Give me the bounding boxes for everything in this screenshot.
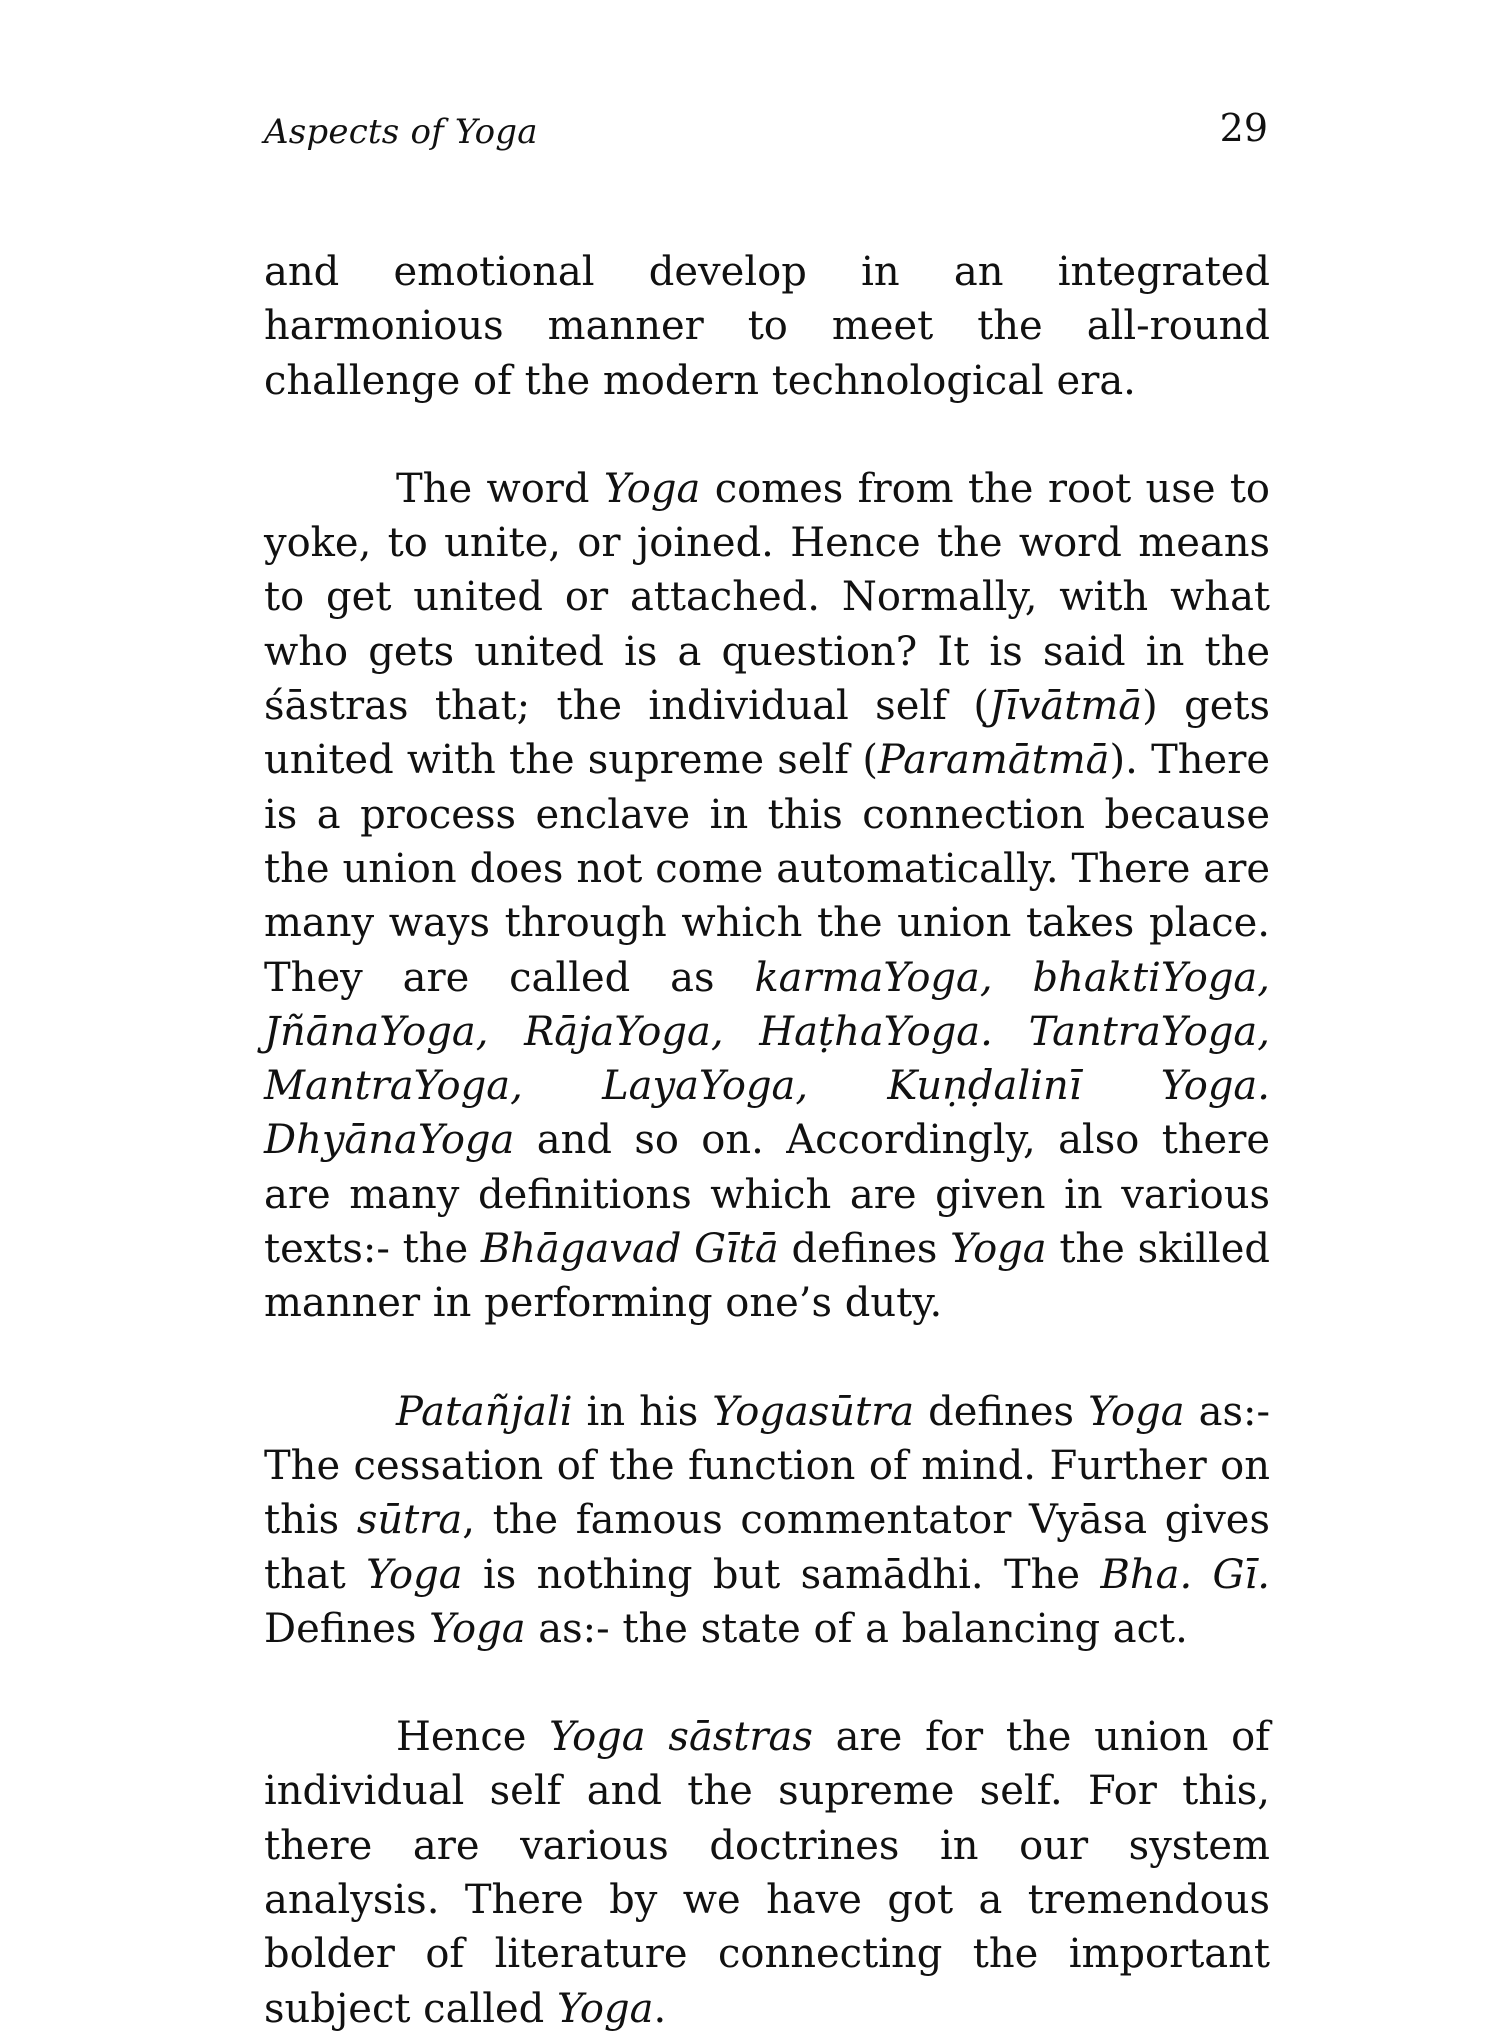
italic-term: karmaYoga, bhaktiYoga, JñānaYoga, RājaYoga, HaṭhaYoga. TantraYoga, MantraYoga, LayaYoga, Kuṇḍalinī Yoga. DhyānaYoga — [264, 954, 1270, 1164]
paragraph-text: Defines — [264, 1605, 430, 1652]
italic-term: Yoga — [429, 1605, 526, 1652]
paragraph-text: Hence — [396, 1714, 550, 1761]
paragraph-text: defines — [914, 1388, 1089, 1435]
italic-term: Yoga — [366, 1551, 463, 1598]
italic-term: Paramātmā — [877, 737, 1110, 784]
paragraph-text: ). There is a process enclave in this connection because the union does not come automatically. There are many ways through which the union takes place. They are called as — [264, 737, 1270, 1001]
running-title: Aspects of Yoga — [264, 112, 538, 152]
paragraph-text: and emotional develop in an integrated harmonious manner to meet the all-round challenge of the modern technological era. — [264, 249, 1270, 404]
italic-term: Yoga — [557, 1985, 654, 2032]
paragraph-text: is nothing but samādhi. The — [462, 1551, 1101, 1598]
paragraph-text: in his — [572, 1388, 713, 1435]
italic-term: Bha. Gī. — [1100, 1551, 1271, 1598]
paragraph-meaning-of-yoga — [264, 462, 1270, 1331]
paragraph-text: as:- The cessation of the function of mind. Further on this — [264, 1388, 1270, 1544]
italic-term: Yoga sāstras — [549, 1714, 813, 1761]
paragraph-yoga-sastras — [264, 1710, 1270, 2036]
paragraph-continuation — [264, 245, 1270, 408]
italic-term: Bhāgavad Gītā — [480, 1226, 779, 1273]
italic-term: Yoga — [1088, 1388, 1185, 1435]
paragraph-text: the skilled manner in performing one’s duty. — [264, 1226, 1270, 1327]
paragraph-text: and so on. Accordingly, also there are many definitions which are given in various texts:- the — [264, 1117, 1270, 1273]
italic-term: Yoga — [950, 1226, 1047, 1273]
italic-term: Yogasūtra — [712, 1388, 915, 1435]
paragraph-text: as:- the state of a balancing act. — [525, 1605, 1188, 1652]
paragraph-text: The word — [396, 465, 604, 512]
italic-term: Patañjali — [396, 1388, 573, 1435]
italic-term: sūtra — [356, 1497, 463, 1544]
paragraph-text: ) gets united with the supreme self ( — [264, 683, 1270, 784]
body-text — [264, 245, 1270, 2036]
paragraph-patanjali-definition — [264, 1385, 1270, 1656]
paragraph-text: defines — [778, 1226, 951, 1273]
page-number: 29 — [1219, 106, 1268, 150]
paragraph-text: . — [653, 1985, 667, 2032]
paragraph-text: comes from the root use to yoke, to unite, or joined. Hence the word means to get united or attached. Normally, with what who gets united is a question? It is said in the śāstras that; the individual self ( — [264, 465, 1270, 730]
paragraph-text: , the famous commentator Vyāsa gives that — [264, 1497, 1270, 1598]
italic-term: Jīvātmā — [988, 683, 1143, 730]
paragraph-text: are for the union of individual self and the supreme self. For this, there are various doctrines in our system analysis. There by we have got a tremendous bolder of literature connecting the important subject called — [264, 1714, 1270, 2032]
italic-term: Yoga — [603, 465, 701, 512]
